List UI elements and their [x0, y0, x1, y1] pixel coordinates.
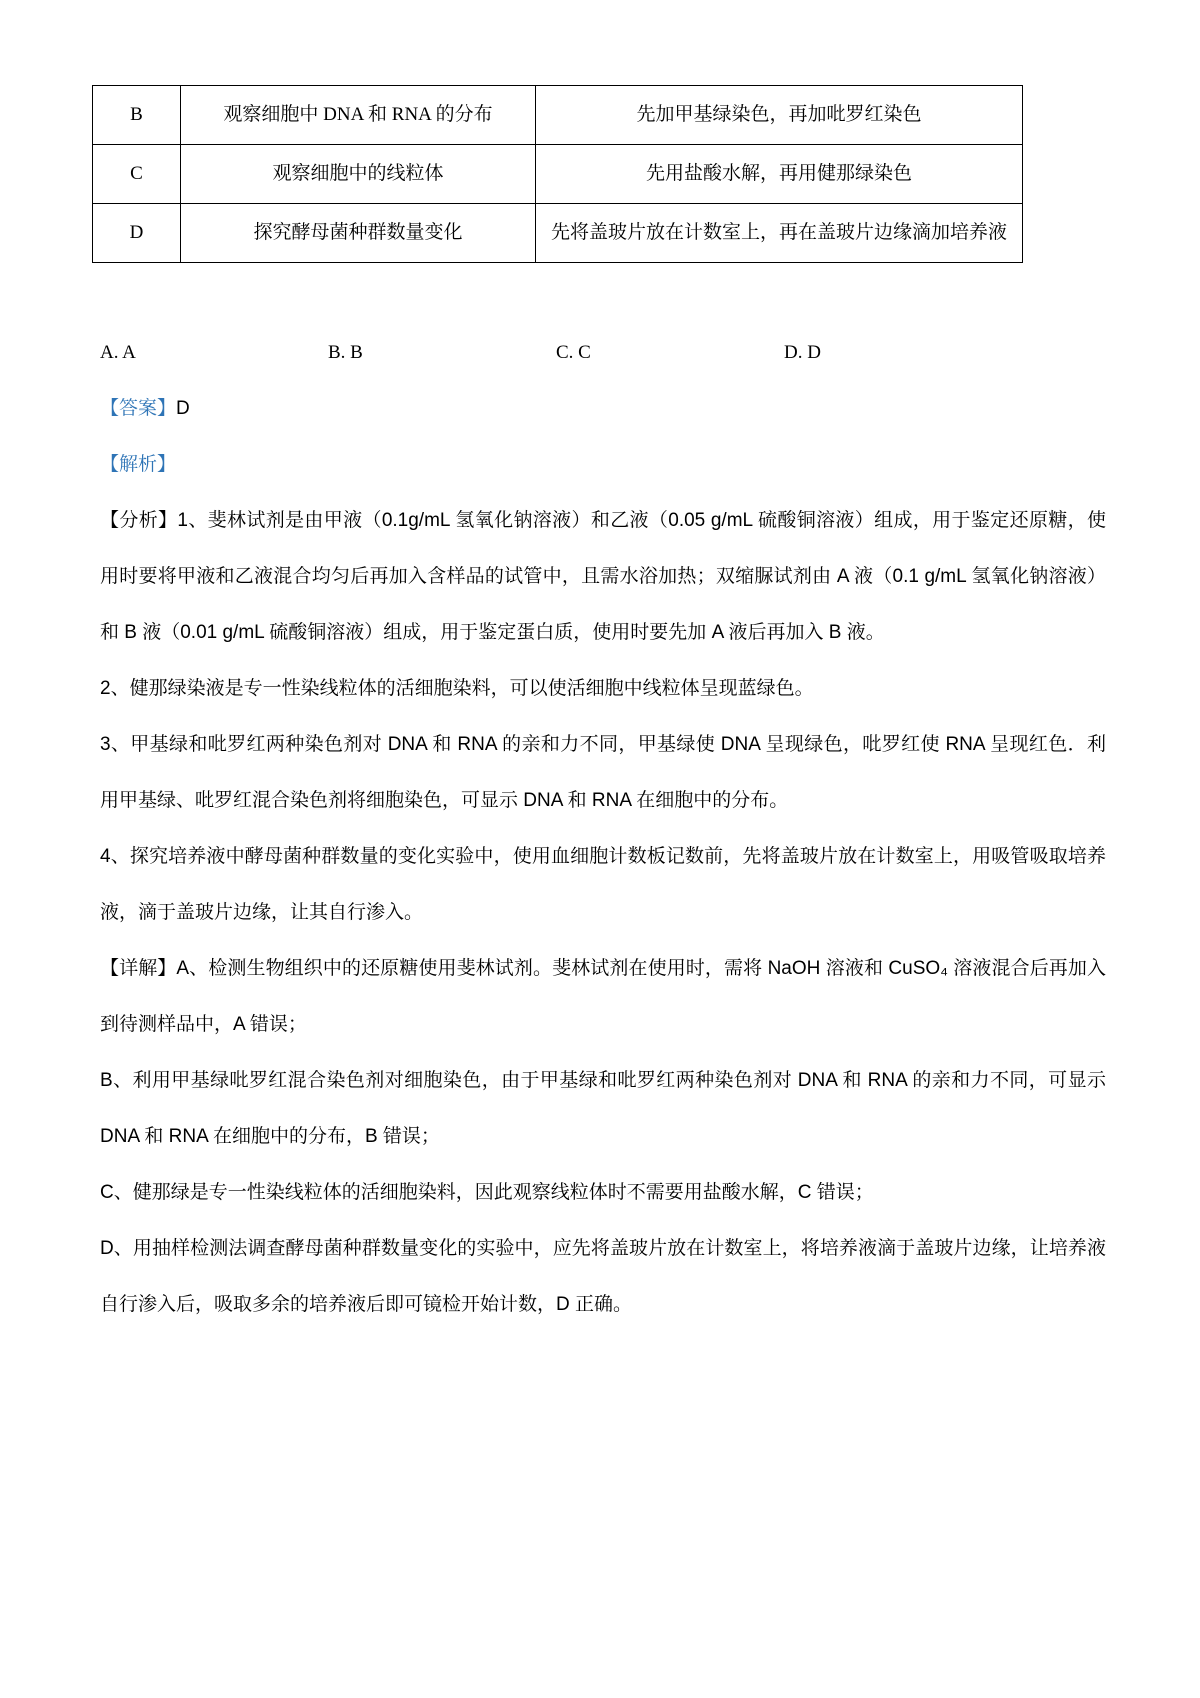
- table-row: [93, 204, 1023, 263]
- experiment-table: [92, 85, 1023, 263]
- analysis-paragraph-2: 2、健那绿染液是专一性染线粒体的活细胞染料，可以使活细胞中线粒体呈现蓝绿色。: [100, 678, 814, 699]
- detail-paragraph-b: B、利用甲基绿吡罗红混合染色剂对细胞染色，由于甲基绿和吡罗红两种染色剂对 DNA 和 RNA 的亲和力不同，可显示 DNA 和 RNA 在细胞中的分布，B 错误；: [100, 1070, 1106, 1147]
- answer-value: D: [176, 398, 190, 419]
- analysis-paragraph-1: 【分析】1、斐林试剂是由甲液（0.1g/mL 氢氧化钠溶液）和乙液（0.05 g/mL 硫酸铜溶液）组成，用于鉴定还原糖，使用时要将甲液和乙液混合均匀后再加入含样品的试管中，且需水浴加热；双缩脲试剂由 A 液（0.1 g/mL 氢氧化钠溶液）和 B 液（0.01 g/mL 硫酸铜溶液）组成，用于鉴定蛋白质，使用时要先加 A 液后再加入 B 液。: [100, 510, 1106, 643]
- table-row: [93, 86, 1023, 145]
- detail-paragraph-a: 【详解】A、检测生物组织中的还原糖使用斐林试剂。斐林试剂在使用时，需将 NaOH 溶液和 CuSO₄ 溶液混合后再加入到待测样品中，A 错误；: [100, 958, 1106, 1035]
- option-c: C. C: [556, 342, 591, 363]
- table-cell-option-letter: B: [93, 86, 181, 145]
- option-a: A. A: [100, 342, 136, 363]
- analysis-heading: [100, 437, 1106, 493]
- analysis-paragraph-3: 3、甲基绿和吡罗红两种染色剂对 DNA 和 RNA 的亲和力不同，甲基绿使 DNA 呈现绿色，吡罗红使 RNA 呈现红色．利用甲基绿、吡罗红混合染色剂将细胞染色，可显示 DNA 和 RNA 在细胞中的分布。: [100, 734, 1106, 811]
- option-b: B. B: [328, 342, 363, 363]
- table-cell-method: 先用盐酸水解，再用健那绿染色: [536, 145, 1023, 204]
- table-cell-method: 先加甲基绿染色，再加吡罗红染色: [536, 86, 1023, 145]
- table-cell-option-letter: C: [93, 145, 181, 204]
- answer-line: [100, 381, 1106, 437]
- table-row: [93, 145, 1023, 204]
- option-d: D. D: [784, 342, 821, 363]
- analysis-paragraph-4: 4、探究培养液中酵母菌种群数量的变化实验中，使用血细胞计数板记数前，先将盖玻片放在计数室上，用吸管吸取培养液，滴于盖玻片边缘，让其自行渗入。: [100, 846, 1106, 923]
- table-cell-method: 先将盖玻片放在计数室上，再在盖玻片边缘滴加培养液: [536, 204, 1023, 263]
- detail-paragraph-c: C、健那绿是专一性染线粒体的活细胞染料，因此观察线粒体时不需要用盐酸水解，C 错误；: [100, 1182, 874, 1203]
- answer-tag: 【答案】: [100, 398, 177, 419]
- table-cell-option-letter: D: [93, 204, 181, 263]
- detail-paragraph-d: D、用抽样检测法调查酵母菌种群数量变化的实验中，应先将盖玻片放在计数室上，将培养液滴于盖玻片边缘，让培养液自行渗入后，吸取多余的培养液后即可镜检开始计数，D 正确。: [100, 1238, 1106, 1315]
- answer-options-row: [100, 325, 1106, 381]
- table-cell-experiment: 探究酵母菌种群数量变化: [181, 204, 536, 263]
- analysis-tag: 【解析】: [100, 454, 177, 475]
- table-cell-experiment: 观察细胞中的线粒体: [181, 145, 536, 204]
- table-cell-experiment: 观察细胞中 DNA 和 RNA 的分布: [181, 86, 536, 145]
